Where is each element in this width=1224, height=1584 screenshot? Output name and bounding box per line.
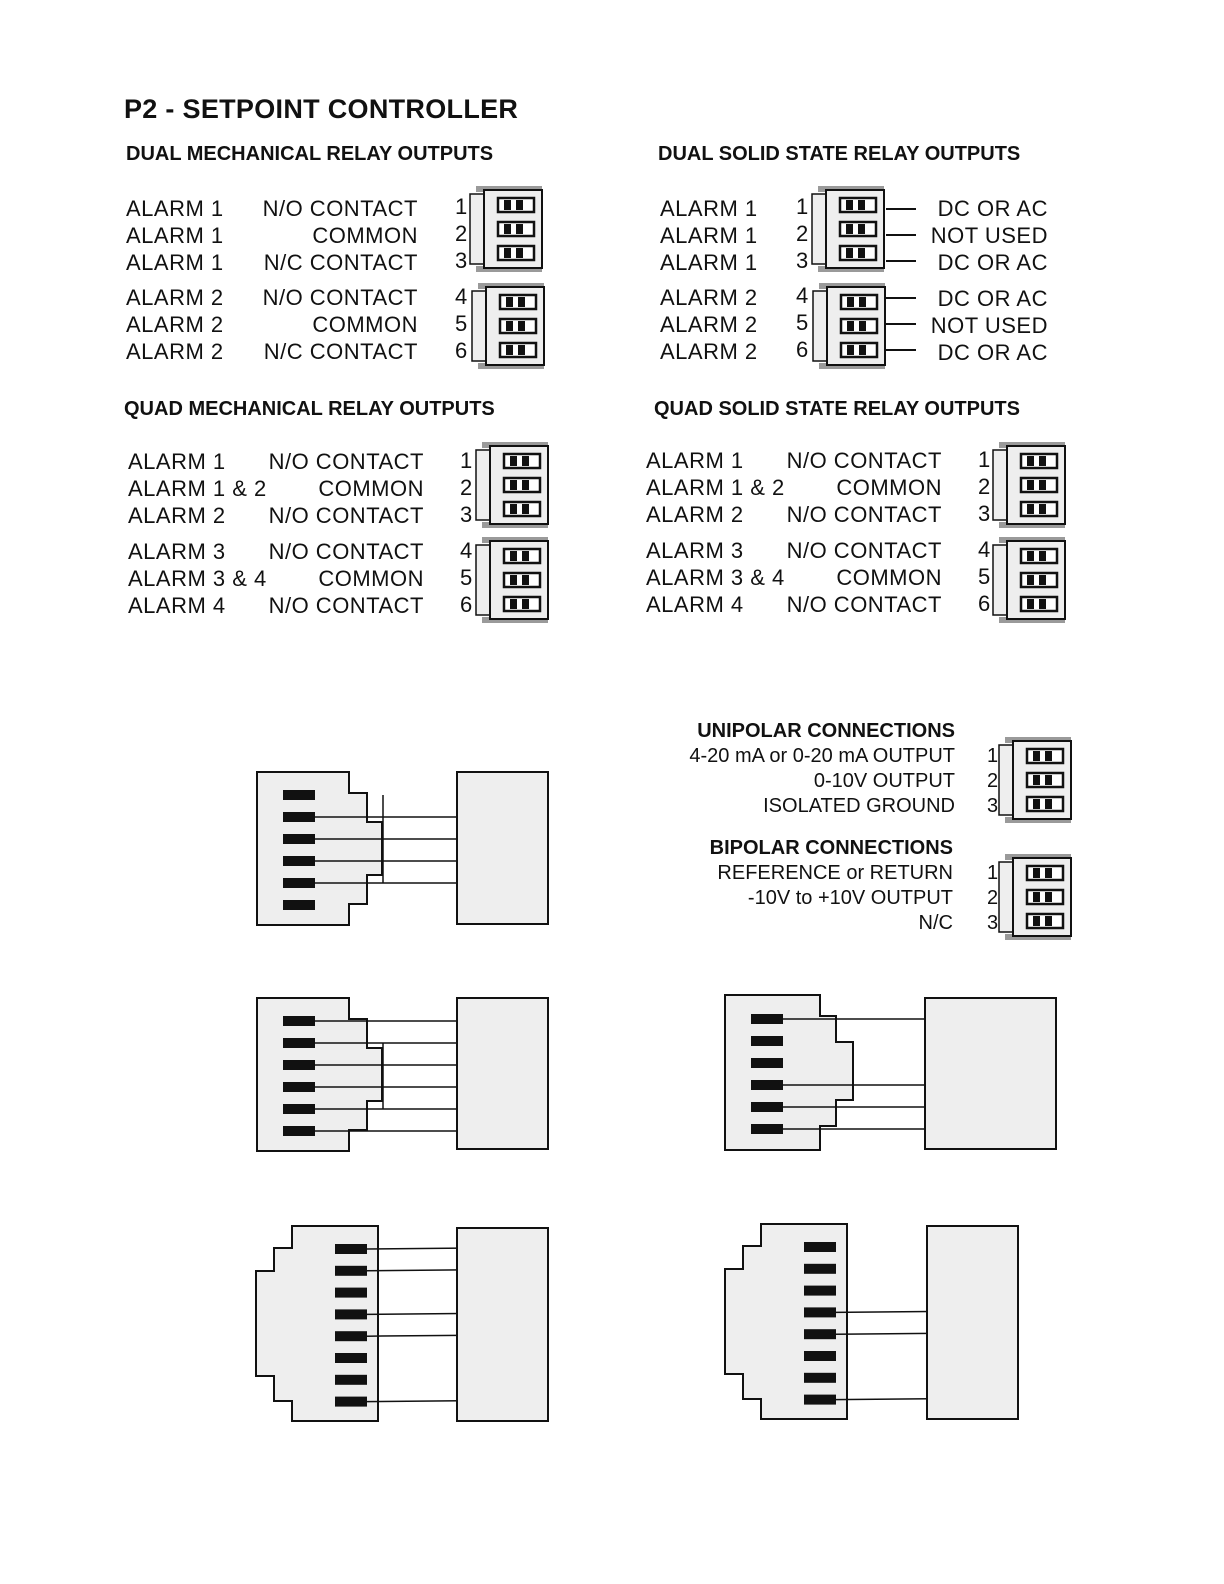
pin-number: 3 (987, 912, 999, 934)
screw-slot (522, 480, 529, 490)
screw-slot (522, 456, 529, 466)
screw-slot (510, 456, 517, 466)
pin-number: 1 (460, 448, 473, 473)
pin-number: 6 (460, 592, 473, 617)
terminal-block-quad-ssr-1-3 (993, 442, 1065, 528)
screw-slot (859, 345, 866, 355)
alarm-label: ALARM 2 (126, 285, 224, 310)
screw-slot (1027, 456, 1034, 466)
screw-slot (510, 551, 517, 561)
jack-pin (283, 1104, 315, 1114)
pin-number: 1 (796, 194, 809, 219)
terminal-block-dual-ssr-4-6 (813, 283, 885, 369)
screw-slot (858, 224, 865, 234)
dual-ssr-heading: DUAL SOLID STATE RELAY OUTPUTS (658, 143, 1021, 165)
function-label: DC OR AC (937, 340, 1048, 365)
terminal-inset (999, 862, 1013, 932)
terminal-inset (470, 194, 484, 264)
jack-pin (283, 856, 315, 866)
jack-pin (283, 834, 315, 844)
quad-mech-heading: QUAD MECHANICAL RELAY OUTPUTS (124, 398, 495, 420)
jack-pin (335, 1244, 367, 1254)
function-label: COMMON (312, 312, 418, 337)
pin-number: 6 (796, 337, 809, 362)
screw-slot (504, 200, 511, 210)
pin-number: 3 (460, 502, 473, 527)
plug-block-8pin (927, 1226, 1018, 1419)
pin-number: 2 (978, 474, 991, 499)
alarm-label: ALARM 1 (660, 196, 758, 221)
function-label: N/C (918, 912, 953, 934)
unipolar-heading: UNIPOLAR CONNECTIONS (697, 720, 955, 742)
function-label: N/O CONTACT (786, 538, 942, 563)
plug-block-c (925, 998, 1056, 1149)
alarm-label: ALARM 2 (660, 312, 758, 337)
jack-pin (804, 1373, 836, 1383)
pin-number: 5 (455, 311, 468, 336)
screw-slot (1033, 751, 1040, 761)
screw-slot (516, 248, 523, 258)
pin-number: 2 (987, 887, 999, 909)
pin-number: 1 (978, 447, 991, 472)
alarm-label: ALARM 1 & 2 (646, 475, 785, 500)
jack-pin (804, 1286, 836, 1296)
dual-mech-heading: DUAL MECHANICAL RELAY OUTPUTS (126, 143, 494, 165)
screw-slot (1039, 575, 1046, 585)
jack-pin (804, 1264, 836, 1274)
function-label: N/O CONTACT (268, 593, 424, 618)
screw-slot (1033, 799, 1040, 809)
alarm-label: ALARM 3 & 4 (646, 565, 785, 590)
pin-number: 6 (455, 338, 468, 363)
jack-pin (804, 1242, 836, 1252)
pin-number: 2 (796, 221, 809, 246)
jack-pin (804, 1329, 836, 1339)
function-label: N/O CONTACT (786, 502, 942, 527)
pin-number: 2 (455, 221, 468, 246)
terminal-block-quad-ssr-4-6 (993, 537, 1065, 623)
function-label: N/C CONTACT (263, 339, 418, 364)
jack-pin (335, 1353, 367, 1363)
screw-slot (847, 297, 854, 307)
screw-slot (518, 345, 525, 355)
jack-pin (283, 812, 315, 822)
jack-pin (335, 1375, 367, 1385)
screw-slot (1027, 551, 1034, 561)
screw-slot (1027, 480, 1034, 490)
bipolar-heading: BIPOLAR CONNECTIONS (709, 837, 953, 859)
screw-slot (846, 224, 853, 234)
terminal-block-dual-mech-4-6 (472, 283, 544, 369)
alarm-label: ALARM 2 (660, 339, 758, 364)
plug-block-b (457, 998, 548, 1149)
alarm-label: ALARM 1 & 2 (128, 476, 267, 501)
screw-slot (510, 504, 517, 514)
screw-slot (516, 200, 523, 210)
jack-housing (256, 1226, 378, 1421)
screw-slot (506, 345, 513, 355)
jack-pin (335, 1331, 367, 1341)
jack-pin (283, 1082, 315, 1092)
pin-number: 2 (987, 770, 999, 792)
function-label: NOT USED (930, 223, 1048, 248)
pin-number: 5 (978, 564, 991, 589)
screw-slot (518, 297, 525, 307)
plug-block-8pin (457, 1228, 548, 1421)
screw-slot (1033, 775, 1040, 785)
alarm-label: ALARM 2 (128, 503, 226, 528)
function-label: 4-20 mA or 0-20 mA OUTPUT (689, 745, 955, 767)
function-label: N/C CONTACT (263, 250, 418, 275)
screw-slot (1039, 551, 1046, 561)
function-label: REFERENCE or RETURN (717, 862, 953, 884)
pin-number: 1 (455, 194, 468, 219)
alarm-label: ALARM 1 (126, 250, 224, 275)
pin-number: 2 (460, 475, 473, 500)
function-label: N/O CONTACT (262, 196, 418, 221)
screw-slot (1045, 916, 1052, 926)
jack-pin (804, 1307, 836, 1317)
screw-slot (1027, 504, 1034, 514)
screw-slot (1045, 751, 1052, 761)
screw-slot (1033, 868, 1040, 878)
jack-pin (751, 1080, 783, 1090)
jack-pin (804, 1351, 836, 1361)
screw-slot (847, 345, 854, 355)
terminal-inset (476, 450, 490, 520)
jack-pin (335, 1397, 367, 1407)
pin-number: 5 (796, 310, 809, 335)
screw-slot (1039, 599, 1046, 609)
screw-slot (859, 297, 866, 307)
screw-slot (1039, 456, 1046, 466)
function-label: N/O CONTACT (786, 592, 942, 617)
function-label: -10V to +10V OUTPUT (747, 887, 953, 909)
screw-slot (1045, 775, 1052, 785)
screw-slot (847, 321, 854, 331)
jack-6pin-a (257, 772, 382, 925)
jack-pin (751, 1102, 783, 1112)
alarm-label: ALARM 1 (660, 250, 758, 275)
jack-8pin-a (256, 1226, 474, 1421)
jack-pin (283, 1060, 315, 1070)
pin-number: 6 (978, 591, 991, 616)
alarm-label: ALARM 2 (660, 285, 758, 310)
alarm-label: ALARM 4 (646, 592, 744, 617)
quad-ssr-heading: QUAD SOLID STATE RELAY OUTPUTS (654, 398, 1020, 420)
pin-number: 4 (460, 538, 473, 563)
jack-pin (335, 1266, 367, 1276)
pin-number: 5 (460, 565, 473, 590)
terminal-block-quad-mech-4-6 (476, 537, 548, 623)
function-label: N/O CONTACT (268, 449, 424, 474)
screw-slot (522, 551, 529, 561)
jack-pin (283, 790, 315, 800)
screw-slot (1039, 480, 1046, 490)
function-label: DC OR AC (937, 286, 1048, 311)
screw-slot (522, 599, 529, 609)
screw-slot (510, 480, 517, 490)
screw-slot (516, 224, 523, 234)
screw-slot (504, 248, 511, 258)
function-label: DC OR AC (937, 196, 1048, 221)
function-label: 0-10V OUTPUT (813, 770, 955, 792)
terminal-block-quad-mech-1-3 (476, 442, 548, 528)
pin-number: 1 (987, 862, 999, 884)
alarm-label: ALARM 3 (128, 539, 226, 564)
screw-slot (1027, 599, 1034, 609)
screw-slot (846, 200, 853, 210)
pin-number: 1 (987, 745, 999, 767)
jack-8pin-b (725, 1224, 944, 1419)
function-label: N/O CONTACT (268, 539, 424, 564)
screw-slot (504, 224, 511, 234)
jack-pin (283, 1016, 315, 1026)
function-label: COMMON (312, 223, 418, 248)
terminal-block-bipolar (999, 854, 1071, 940)
function-label: N/O CONTACT (262, 285, 418, 310)
screw-slot (1045, 892, 1052, 902)
screw-slot (1033, 916, 1040, 926)
plug-block-a (457, 772, 548, 924)
terminal-inset (812, 194, 826, 264)
terminal-inset (993, 545, 1007, 615)
screw-slot (1039, 504, 1046, 514)
pin-number: 4 (978, 537, 991, 562)
pin-number: 4 (455, 284, 468, 309)
function-label: COMMON (318, 566, 424, 591)
screw-slot (510, 599, 517, 609)
function-label: NOT USED (930, 313, 1048, 338)
screw-slot (1033, 892, 1040, 902)
jack-pin (283, 878, 315, 888)
alarm-label: ALARM 1 (660, 223, 758, 248)
function-label: COMMON (836, 565, 942, 590)
pin-number: 3 (796, 248, 809, 273)
jack-pin (335, 1288, 367, 1298)
jack-pin (751, 1014, 783, 1024)
pin-number: 3 (455, 248, 468, 273)
alarm-label: ALARM 4 (128, 593, 226, 618)
jack-housing (257, 772, 382, 925)
screw-slot (518, 321, 525, 331)
screw-slot (1045, 799, 1052, 809)
screw-slot (1045, 868, 1052, 878)
screw-slot (510, 575, 517, 585)
screw-slot (858, 200, 865, 210)
jack-pin (751, 1058, 783, 1068)
screw-slot (1027, 575, 1034, 585)
function-label: N/O CONTACT (268, 503, 424, 528)
function-label: COMMON (836, 475, 942, 500)
terminal-inset (476, 545, 490, 615)
alarm-label: ALARM 2 (126, 339, 224, 364)
jack-pin (751, 1036, 783, 1046)
pin-number: 4 (796, 283, 809, 308)
jack-pin (804, 1395, 836, 1405)
function-label: DC OR AC (937, 250, 1048, 275)
screw-slot (506, 297, 513, 307)
terminal-block-dual-mech-1-3 (470, 186, 542, 272)
terminal-inset (993, 450, 1007, 520)
terminal-inset (472, 291, 486, 361)
jack-pin (751, 1124, 783, 1134)
screw-slot (858, 248, 865, 258)
pin-number: 3 (978, 501, 991, 526)
jack-pin (335, 1309, 367, 1319)
jack-pin (283, 1038, 315, 1048)
jack-housing (725, 1224, 847, 1419)
alarm-label: ALARM 1 (128, 449, 226, 474)
alarm-label: ALARM 2 (646, 502, 744, 527)
jack-6pin-c (725, 995, 942, 1150)
jack-pin (283, 900, 315, 910)
alarm-label: ALARM 2 (126, 312, 224, 337)
terminal-inset (999, 745, 1013, 815)
screw-slot (859, 321, 866, 331)
screw-slot (522, 504, 529, 514)
function-label: ISOLATED GROUND (763, 795, 955, 817)
terminal-block-unipolar (999, 737, 1071, 823)
screw-slot (846, 248, 853, 258)
terminal-inset (813, 291, 827, 361)
alarm-label: ALARM 1 (126, 223, 224, 248)
pin-number: 3 (987, 795, 999, 817)
screw-slot (506, 321, 513, 331)
alarm-label: ALARM 1 (646, 448, 744, 473)
alarm-label: ALARM 3 & 4 (128, 566, 267, 591)
function-label: N/O CONTACT (786, 448, 942, 473)
alarm-label: ALARM 1 (126, 196, 224, 221)
alarm-label: ALARM 3 (646, 538, 744, 563)
function-label: COMMON (318, 476, 424, 501)
terminal-block-dual-ssr-1-3 (812, 186, 884, 272)
page-title: P2 - SETPOINT CONTROLLER (124, 94, 519, 124)
jack-pin (283, 1126, 315, 1136)
screw-slot (522, 575, 529, 585)
